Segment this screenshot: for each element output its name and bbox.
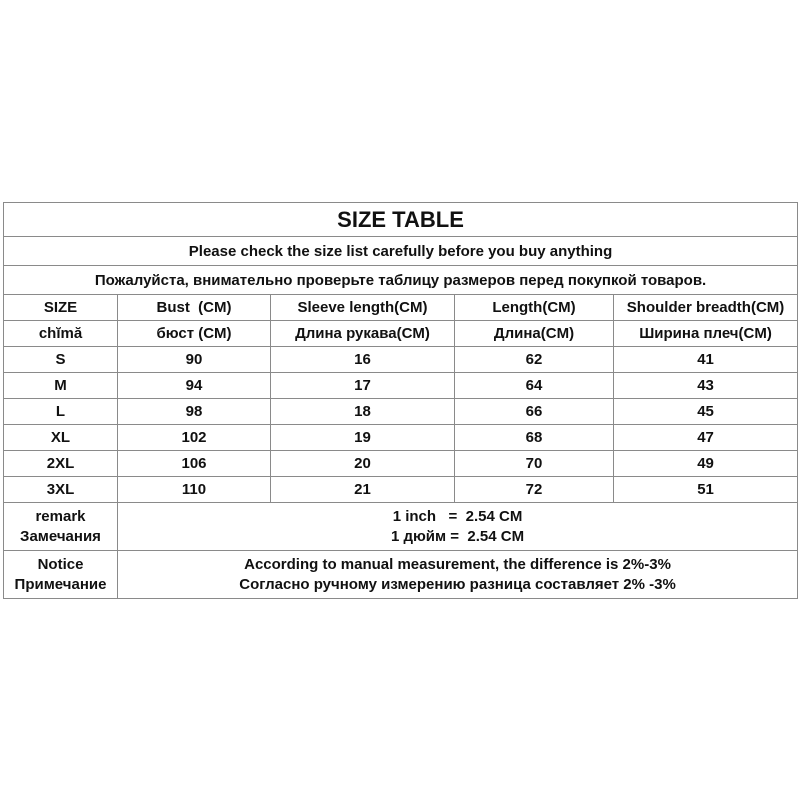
- table-row: [4, 399, 798, 425]
- table-row: [4, 451, 798, 477]
- header-size: SIZE: [4, 295, 118, 321]
- sleeve-cell: 19: [271, 425, 455, 451]
- bust-cell: 102: [118, 425, 271, 451]
- remark-label: [4, 503, 118, 551]
- instruction-text-ru: Пожалуйста, внимательно проверьте таблицу размеров перед покупкой товаров.: [4, 266, 798, 295]
- remark-conversion-ru: 1 дюйм = 2.54 CM: [390, 527, 525, 545]
- length-cell: 62: [455, 347, 614, 373]
- table-row: [4, 477, 798, 503]
- length-cell: 64: [455, 373, 614, 399]
- notice-label: [4, 551, 118, 599]
- header-bust: Bust (CM): [118, 295, 271, 321]
- shoulder-cell: 47: [614, 425, 798, 451]
- sleeve-cell: 21: [271, 477, 455, 503]
- header-shoulder-breadth: Shoulder breadth(CM): [614, 295, 798, 321]
- header-shoulder-breadth-alt: Ширина плеч(CM): [614, 321, 798, 347]
- bust-cell: 106: [118, 451, 271, 477]
- header-length-alt: Длина(CM): [455, 321, 614, 347]
- shoulder-cell: 43: [614, 373, 798, 399]
- remark-label-en: remark: [35, 507, 86, 525]
- size-table-container: [3, 202, 797, 599]
- bust-cell: 94: [118, 373, 271, 399]
- table-row: [4, 425, 798, 451]
- title-row: [4, 203, 798, 237]
- header-size-alt: chĭmă: [4, 321, 118, 347]
- size-cell: XL: [4, 425, 118, 451]
- length-cell: 66: [455, 399, 614, 425]
- instruction-row-en: [4, 237, 798, 266]
- notice-text-en: According to manual measurement, the difference is 2%-3%: [244, 555, 671, 573]
- remark-value: [118, 503, 798, 551]
- length-cell: 70: [455, 451, 614, 477]
- remark-label-ru: Замечания: [20, 527, 101, 545]
- instruction-text-en: Please check the size list carefully before you buy anything: [4, 237, 798, 266]
- table-row: [4, 373, 798, 399]
- length-cell: 72: [455, 477, 614, 503]
- size-cell: 3XL: [4, 477, 118, 503]
- remark-row: [4, 503, 798, 551]
- table-title: SIZE TABLE: [4, 203, 798, 237]
- notice-text-ru: Согласно ручному измерению разница составляет 2% -3%: [239, 575, 676, 593]
- sleeve-cell: 18: [271, 399, 455, 425]
- size-cell: M: [4, 373, 118, 399]
- notice-label-ru: Примечание: [14, 575, 107, 593]
- size-cell: 2XL: [4, 451, 118, 477]
- size-cell: S: [4, 347, 118, 373]
- shoulder-cell: 49: [614, 451, 798, 477]
- header-length: Length(CM): [455, 295, 614, 321]
- sleeve-cell: 16: [271, 347, 455, 373]
- table-row: [4, 347, 798, 373]
- remark-conversion-en: 1 inch = 2.54 CM: [392, 507, 523, 525]
- shoulder-cell: 51: [614, 477, 798, 503]
- bust-cell: 98: [118, 399, 271, 425]
- header-row-en: [4, 295, 798, 321]
- size-cell: L: [4, 399, 118, 425]
- instruction-row-ru: [4, 266, 798, 295]
- notice-label-en: Notice: [37, 555, 84, 573]
- shoulder-cell: 41: [614, 347, 798, 373]
- notice-row: [4, 551, 798, 599]
- header-sleeve-length-alt: Длина рукава(CM): [271, 321, 455, 347]
- bust-cell: 90: [118, 347, 271, 373]
- header-row-alt: [4, 321, 798, 347]
- notice-value: [118, 551, 798, 599]
- bust-cell: 110: [118, 477, 271, 503]
- shoulder-cell: 45: [614, 399, 798, 425]
- sleeve-cell: 17: [271, 373, 455, 399]
- length-cell: 68: [455, 425, 614, 451]
- sleeve-cell: 20: [271, 451, 455, 477]
- header-bust-alt: бюст (CM): [118, 321, 271, 347]
- size-table: [3, 202, 798, 599]
- header-sleeve-length: Sleeve length(CM): [271, 295, 455, 321]
